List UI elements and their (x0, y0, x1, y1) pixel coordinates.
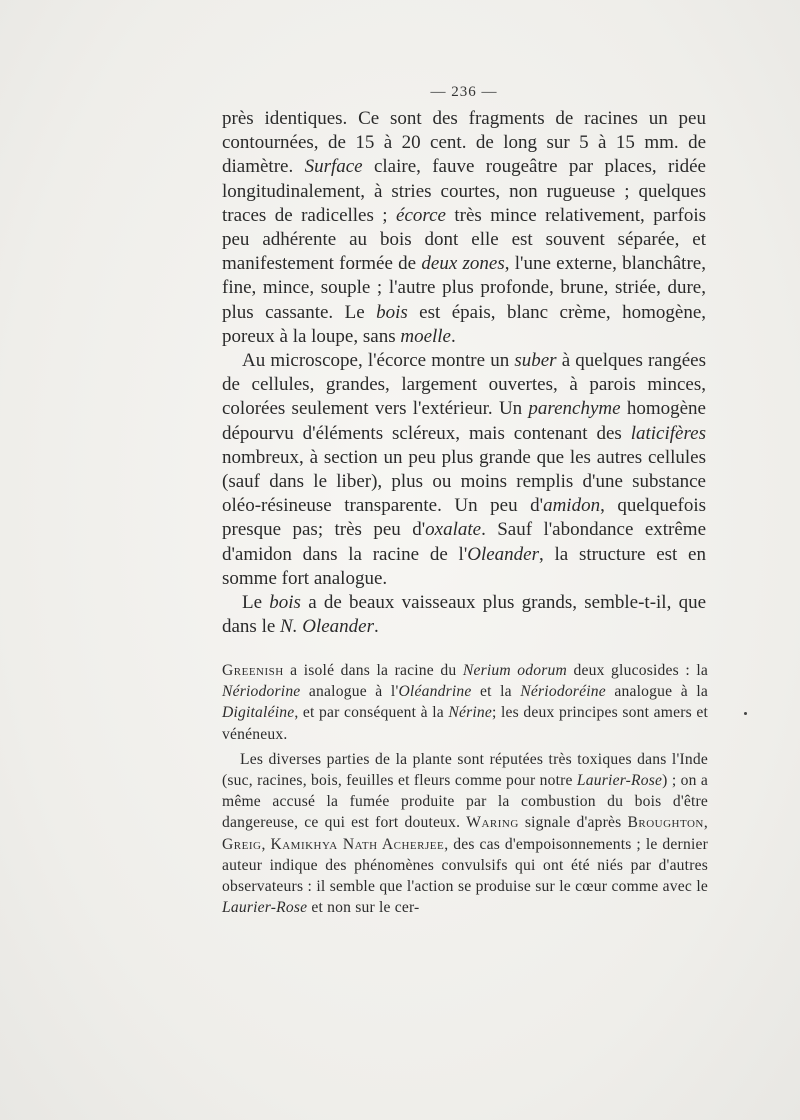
text-run: et non sur le cer- (307, 899, 420, 917)
italic-term: amidon (543, 495, 601, 517)
italic-term: bois (269, 592, 301, 614)
italic-term: parenchyme (528, 398, 621, 420)
italic-term: Oléandrine (398, 683, 472, 701)
italic-term: N. Oleander (280, 616, 374, 638)
italic-term: Nerium odorum (462, 662, 568, 679)
text-run: a isolé dans la racine du (283, 662, 463, 679)
note-paragraph (222, 660, 708, 745)
italic-term: Laurier-Rose (576, 772, 663, 790)
text-run: , la structure est en somme fort analogue. (222, 543, 706, 589)
text-run: homogène dépourvu d'éléments scléreux, mais contenant des (222, 398, 706, 444)
text-run: analogue à la (605, 683, 708, 701)
body-paragraph (222, 107, 706, 349)
text-run: et la (471, 683, 521, 701)
italic-term: Nérine (448, 704, 492, 722)
text-run: , (261, 835, 271, 853)
text-run: a de beaux vaisseaux plus grands, semble-t-il, que dans le (222, 592, 706, 638)
page-number (0, 84, 800, 101)
text-run: , quelquefois presque pas; très peu d' (222, 495, 706, 541)
author-name: Kamikhya Nath Acherjee (270, 835, 445, 853)
italic-term: moelle (400, 325, 451, 347)
text-run: . Sauf l'abondance extrême d'amidon dans la racine de l' (222, 519, 707, 565)
margin-speck (744, 712, 747, 715)
body-paragraph (222, 349, 706, 591)
text-run: Les diverses parties de la plante sont réputées très toxiques dans l'Inde (suc, racines, bois, feuilles et fleurs comme pour notre (222, 750, 708, 790)
text-run: ; les deux principes sont amers et vénéneux. (222, 704, 708, 743)
italic-term: deux zones (421, 253, 505, 275)
text-run: , et par conséquent à la (294, 704, 449, 722)
page-number-text: — 236 — (430, 84, 498, 100)
text-run: claire, fauve rougeâtre par places, ridée longitudinalement, à stries courtes, non rugueuse ; quelques traces de radicelles ; (222, 156, 706, 226)
italic-term: Nériodorine (222, 683, 301, 701)
author-name: Greenish (222, 662, 284, 679)
text-run: . (373, 616, 379, 638)
text-run: à quelques rangées de cellules, grandes, largement ouvertes, à parois minces, colorées seulement vers l'extérieur. Un (222, 350, 706, 420)
text-run: signale d'après (518, 814, 628, 832)
text-run: . (451, 325, 456, 347)
text-run: , l'une externe, blanchâtre, fine, mince, souple ; l'autre plus profonde, brune, striée, dure, plus cassante. Le (222, 253, 706, 323)
italic-term: Oleander (467, 543, 540, 565)
italic-term: Laurier-Rose (222, 899, 308, 917)
text-run: Au microscope, l'écorce montre un (242, 350, 515, 372)
text-run: Le (242, 592, 270, 614)
text-run: ) ; on a même accusé la fumée produite par la combustion du bois d'être dangereuse, ce qui est fort douteux. (222, 772, 708, 832)
italic-term: oxalate (425, 519, 482, 541)
author-name: Greig (222, 835, 262, 853)
italic-term: Surface (304, 156, 363, 178)
author-name: Waring (466, 814, 519, 832)
text-run: , des cas d'empoisonnements ; le dernier auteur indique des phénomènes convulsifs qui ont été niés par d'autres observateurs : il semble que l'action se produise sur le cœur comme avec le (222, 835, 708, 896)
text-run: nombreux, à section un peu plus grande que les autres cellules (sauf dans le liber), plus ou moins remplis d'une substance oléo-résineuse transparente. Un peu d' (222, 446, 706, 517)
body-paragraph (222, 591, 706, 639)
text-run: deux glucosides : la (567, 662, 708, 679)
italic-term: Digitaléine (222, 704, 295, 722)
text-run: près identiques. Ce sont des fragments de racines un peu contournées, de 15 à 20 cent. de long sur 5 à 15 mm. de diamètre. (222, 108, 706, 178)
notes-block (222, 660, 708, 922)
italic-term: suber (514, 350, 557, 372)
italic-term: laticifères (630, 422, 706, 444)
italic-term: écorce (396, 204, 446, 226)
text-run: , (703, 814, 708, 832)
text-run: analogue à l' (300, 683, 399, 701)
italic-term: Nériodoréine (520, 683, 606, 701)
text-run: très mince relativement, parfois peu adhérente au bois dont elle est souvent séparée, et manifestement formée de (222, 204, 706, 275)
text-run: est épais, blanc crème, homogène, poreux à la loupe, sans (222, 301, 706, 347)
italic-term: bois (376, 301, 408, 323)
author-name: Broughton (627, 814, 704, 832)
main-text-block (222, 107, 706, 639)
note-paragraph (222, 749, 708, 919)
